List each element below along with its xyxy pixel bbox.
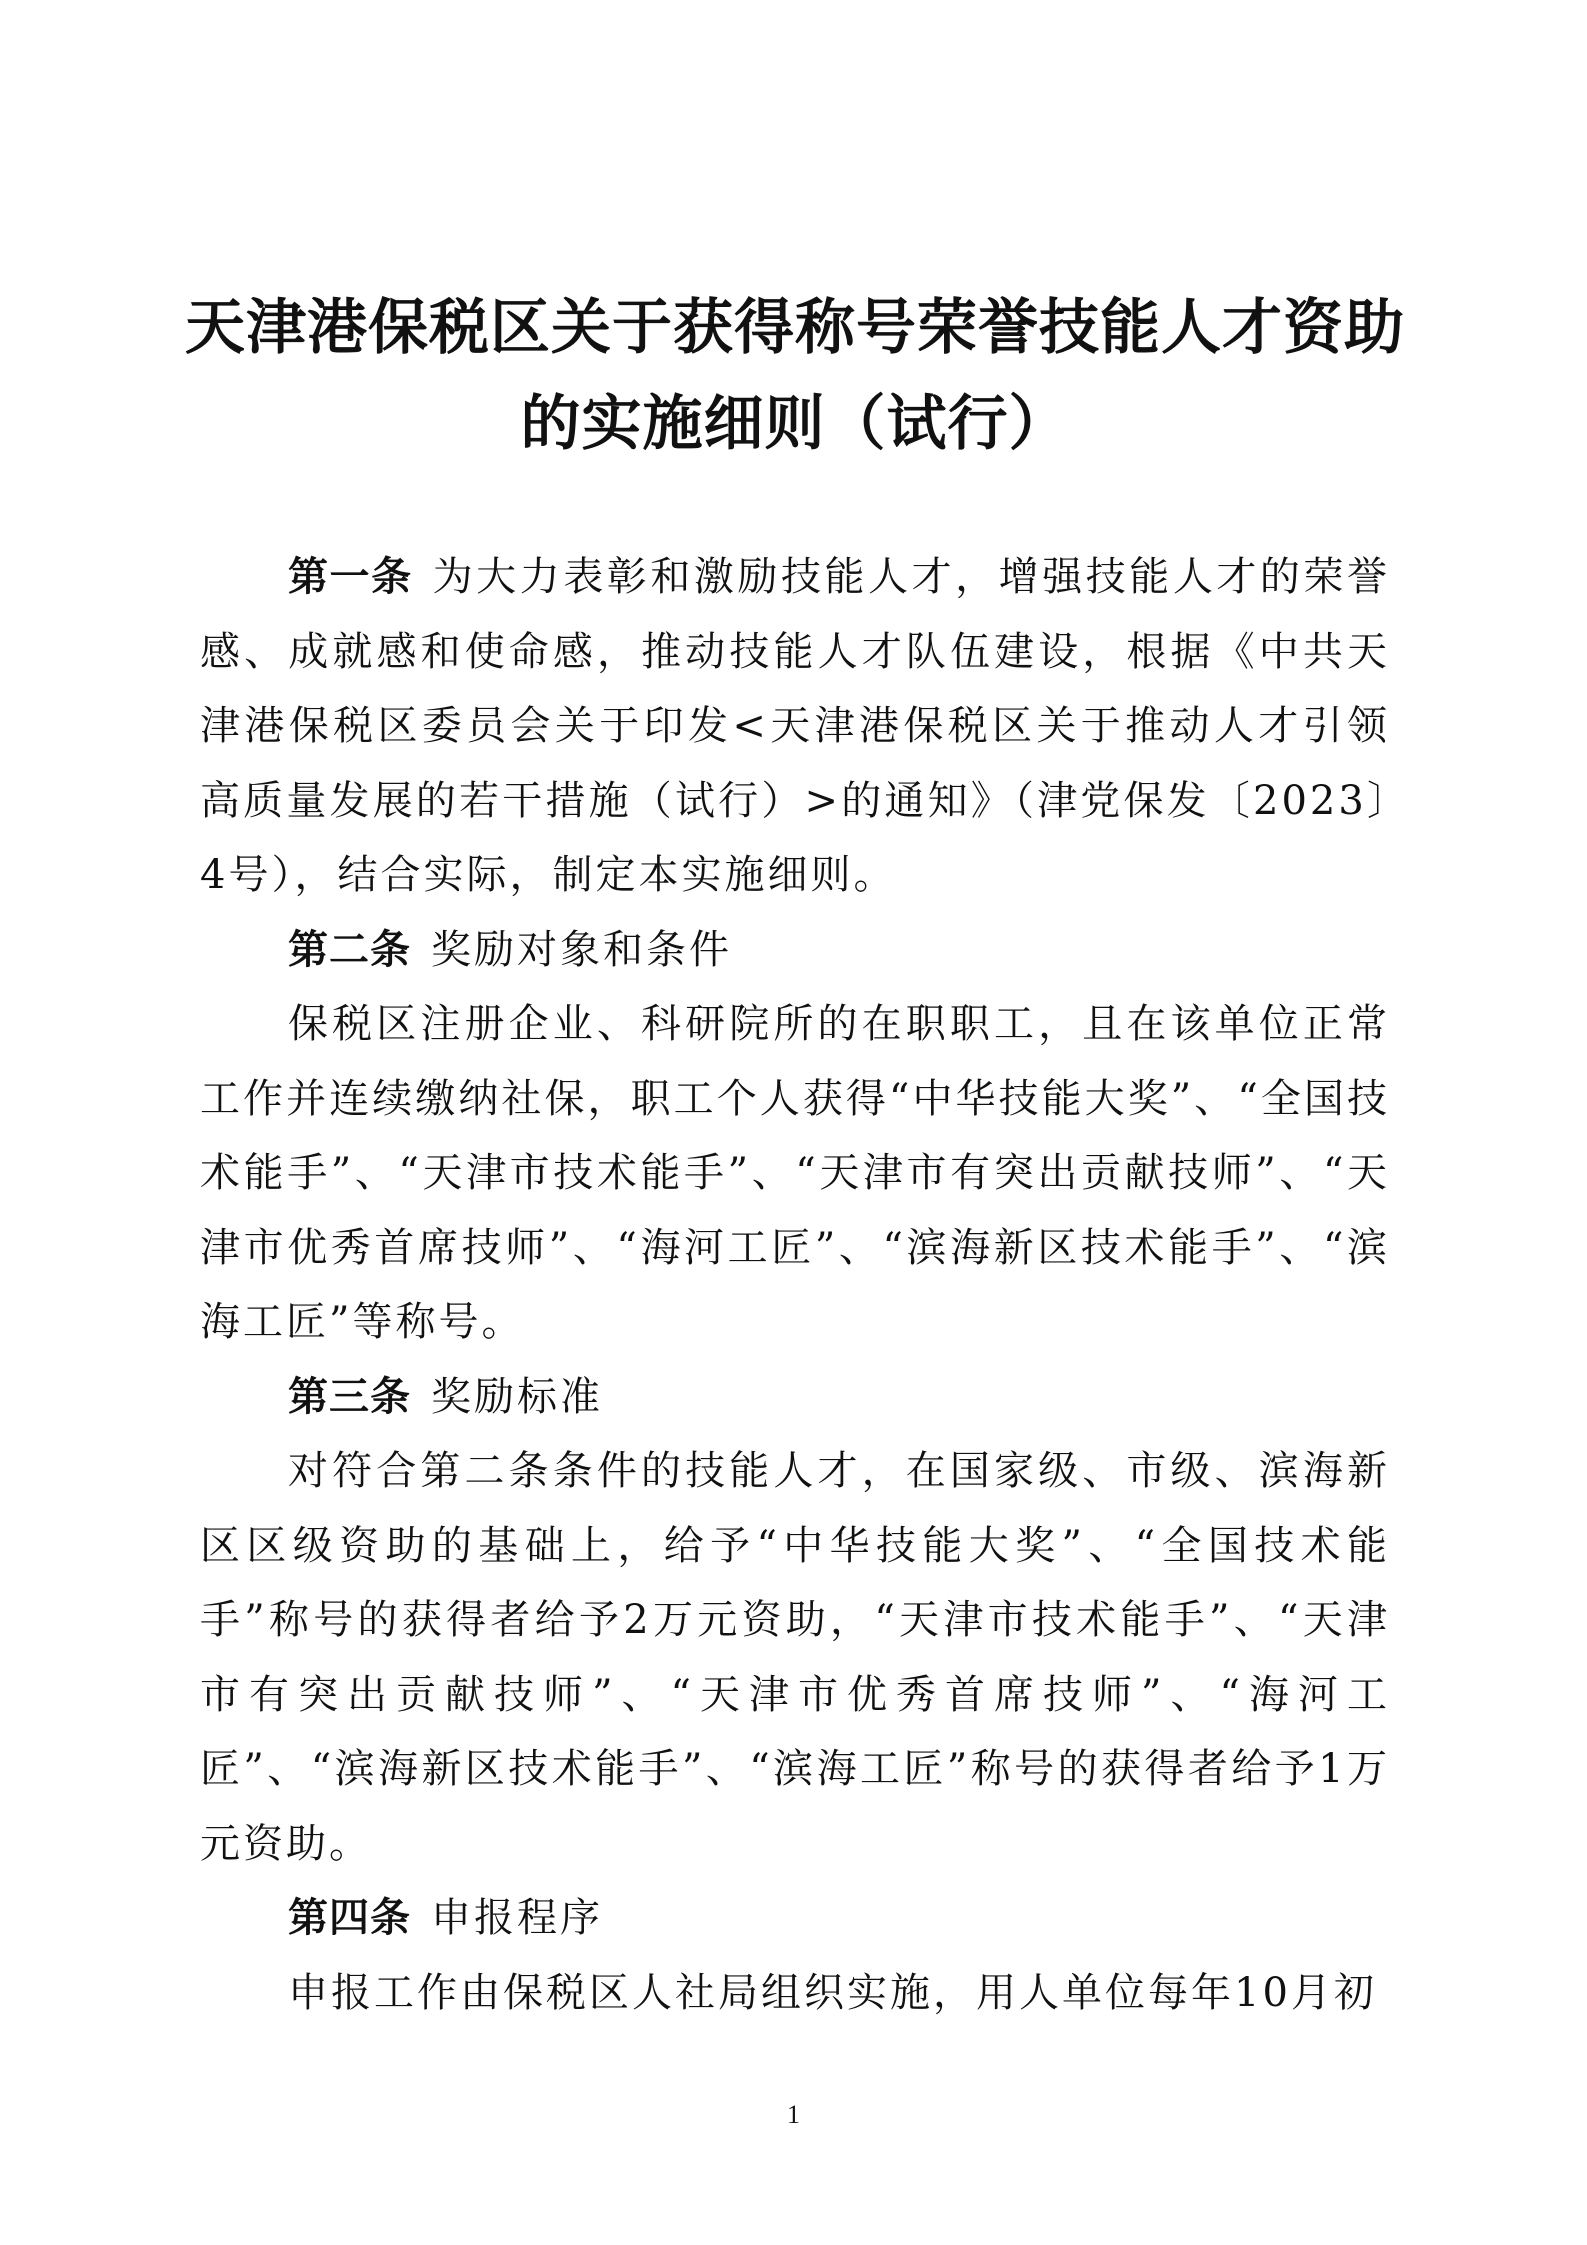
title-line-2: 的实施细则（试行） (520, 389, 1070, 459)
article-1 (200, 540, 1390, 913)
document-body (200, 540, 1390, 2030)
title-line-1: 天津港保税区关于获得称号荣誉技能人才资助 (185, 293, 1405, 363)
page-number: 1 (787, 2100, 800, 2129)
article-4-text: 申报工作由保税区人社局组织实施，用人单位每年10月初 (288, 1969, 1377, 2016)
article-3-text: 对符合第二条条件的技能人才，在国家级、市级、滨海新区区级资助的基础上，给予“中华技能大奖”、“全国技术能手”称号的获得者给予2万元资助，“天津市技术能手”、“天津市有突出贡献技师”、“天津市优秀首席技师”、“海河工匠”、“滨海新区技术能手”、“滨海工匠”称号的获得者给予1万元资助。 (200, 1448, 1390, 1867)
article-2-heading-text: 奖励对象和条件 (431, 926, 732, 973)
document-title (150, 280, 1440, 472)
article-3-heading (200, 1360, 1390, 1435)
article-3-label: 第三条 (288, 1373, 411, 1420)
article-2-heading (200, 913, 1390, 988)
article-4-heading-text: 申报程序 (431, 1895, 603, 1941)
article-4-heading (200, 1881, 1390, 1956)
article-1-label: 第一条 (288, 554, 413, 600)
article-3-heading-text: 奖励标准 (431, 1373, 603, 1420)
article-4-label: 第四条 (288, 1895, 411, 1941)
article-2-label: 第二条 (288, 926, 411, 973)
article-2-text: 保税区注册企业、科研院所的在职职工，且在该单位正常工作并连续缴纳社保，职工个人获得“中华技能大奖”、“全国技术能手”、“天津市技术能手”、“天津市有突出贡献技师”、“天津市优秀首席技师”、“海河工匠”、“滨海新区技术能手”、“滨海工匠”等称号。 (200, 1001, 1390, 1345)
article-1-text: 为大力表彰和激励技能人才，增强技能人才的荣誉感、成就感和使命感，推动技能人才队伍建设，根据《中共天津港保税区委员会关于印发<天津港保税区关于推动人才引领高质量发展的若干措施（试行）>的通知》（津党保发〔2023〕4号），结合实际，制定本实施细则。 (200, 554, 1390, 898)
